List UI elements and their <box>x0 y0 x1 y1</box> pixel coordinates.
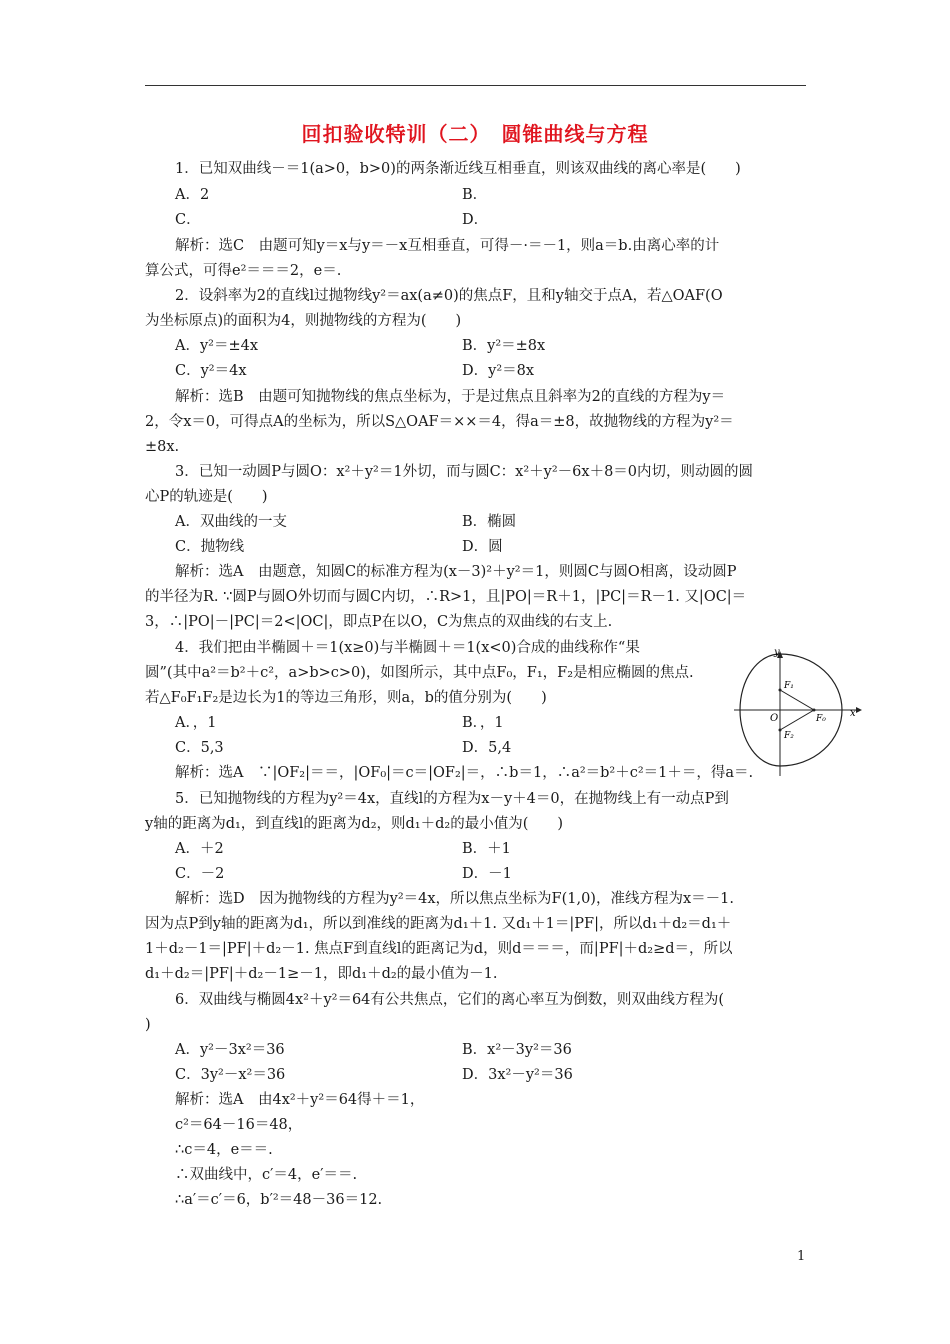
text-line: d₁＋d₂＝|PF|＋d₂－1≥－1，即d₁＋d₂的最小值为－1. <box>145 966 498 982</box>
text-line: C．y²＝4x <box>175 363 247 379</box>
text-line: C．5,3 <box>175 740 224 756</box>
text-line: 算公式，可得e²＝＝＝2，e＝. <box>145 263 342 279</box>
text-line: A．y²－3x²＝36 <box>175 1042 285 1058</box>
text-line: D． <box>462 212 489 228</box>
text-line: 因为点P到y轴的距离为d₁，所以到准线的距离为d₁＋1. 又d₁＋1＝|PF|，所以d₁＋d₂＝d₁＋ <box>145 916 732 932</box>
text-line: A．，1 <box>175 715 217 731</box>
text-line: C．3y²－x²＝36 <box>175 1067 286 1083</box>
text-line: 3，∴|PO|－|PC|＝2<|OC|，即点P在以O，C为焦点的双曲线的右支上. <box>145 614 613 630</box>
text-line: c²＝64－16＝48， <box>175 1117 303 1133</box>
text-line: 的半径为R. ∵圆P与圆O外切而与圆C内切，∴R>1，且|PO|＝R＋1，|PC|＝R－1. 又|OC|＝ <box>145 589 747 605</box>
text-line: 1．已知双曲线－＝1(a>0，b>0)的两条渐近线互相垂直，则该双曲线的离心率是( ) <box>175 161 741 177</box>
text-line: 解析：选C 由题可知y＝x与y＝－x互相垂直，可得－·＝－1，则a＝b.由离心率的计 <box>175 238 720 254</box>
text-line: B．x²－3y²＝36 <box>462 1042 572 1058</box>
text-line: 2，令x＝0，可得点A的坐标为，所以S△OAF＝××＝4，得a＝±8，故抛物线的方程为y²＝ <box>145 414 734 430</box>
text-line: ) <box>145 1017 151 1033</box>
text-line: 圆”(其中a²＝b²＋c²，a>b>c>0)，如图所示，其中点F₀，F₁，F₂是相应椭圆的焦点. <box>145 665 694 681</box>
text-line: ∴c＝4，e＝＝. <box>175 1142 273 1158</box>
text-line: 6．双曲线与椭圆4x²＋y²＝64有公共焦点，它们的离心率互为倒数，则双曲线方程为( <box>175 992 725 1008</box>
text-line: 5．已知抛物线的方程为y²＝4x，直线l的方程为x－y＋4＝0，在抛物线上有一动点P到 <box>175 791 729 807</box>
label-f2: F₂ <box>784 731 794 741</box>
text-line: 心P的轨迹是( ) <box>145 489 268 505</box>
point-f1 <box>779 689 782 692</box>
text-line: D．3x²－y²＝36 <box>462 1067 573 1083</box>
text-line: ∴a′＝c′＝6，b′²＝48－36＝12. <box>175 1192 383 1208</box>
text-line: D．圆 <box>462 539 503 555</box>
text-line: C．－2 <box>175 866 225 882</box>
label-x: x <box>850 708 856 719</box>
text-line: A．y²＝±4x <box>175 338 259 354</box>
label-f0: F₀ <box>816 714 826 724</box>
text-line: 1＋d₂－1＝|PF|＋d₂－1. 焦点F到直线l的距离记为d，则d＝＝＝，而|PF|＋d₂≥d＝，所以 <box>145 941 733 957</box>
text-line: A．＋2 <box>175 841 224 857</box>
text-line: C．抛物线 <box>175 539 245 555</box>
text-line: y轴的距离为d₁，到直线l的距离为d₂，则d₁＋d₂的最小值为( ) <box>145 816 564 832</box>
text-line: 3．已知一动圆P与圆O：x²＋y²＝1外切，而与圆C：x²＋y²－6x＋8＝0内切，则动圆的圆 <box>175 464 754 480</box>
x-axis-arrow <box>856 707 862 713</box>
text-line: ∴双曲线中，c′＝4，e′＝＝. <box>175 1167 358 1183</box>
text-line: A．2 <box>175 187 210 203</box>
text-line: D．－1 <box>462 866 512 882</box>
text-line: B． <box>462 187 488 203</box>
text-line: B．y²＝±8x <box>462 338 546 354</box>
point-f0 <box>813 709 816 712</box>
text-line: B．椭圆 <box>462 514 517 530</box>
text-line: 2．设斜率为2的直线l过抛物线y²＝ax(a≠0)的焦点F，且和y轴交于点A，若△OAF(O <box>175 288 723 304</box>
page-number: 1 <box>797 1249 806 1264</box>
text-line: 解析：选A ∵|OF₂|＝＝，|OF₀|＝c＝|OF₂|＝，∴b＝1，∴a²＝b²＋c²＝1＋＝，得a＝. <box>175 765 754 781</box>
page-title: 回扣验收特训（二） 圆锥曲线与方程 <box>301 122 649 146</box>
text-line: 解析：选A 由题意，知圆C的标准方程为(x－3)²＋y²＝1，则圆C与圆O相离，设动圆P <box>175 564 737 580</box>
label-o: O <box>770 713 779 724</box>
point-f2 <box>779 729 782 732</box>
text-line: 4．我们把由半椭圆＋＝1(x≥0)与半椭圆＋＝1(x<0)合成的曲线称作“果 <box>175 640 640 656</box>
text-line: D．y²＝8x <box>462 363 535 379</box>
label-y: y <box>774 647 780 658</box>
text-line: 解析：选D 因为抛物线的方程为y²＝4x，所以焦点坐标为F(1,0)，准线方程为x＝－1. <box>175 891 734 907</box>
header-rule <box>145 85 806 86</box>
fruit-circle-figure <box>734 646 864 776</box>
text-line: 解析：选A 由4x²＋y²＝64得＋＝1， <box>175 1092 425 1108</box>
text-line: C． <box>175 212 201 228</box>
text-line: D．5,4 <box>462 740 512 756</box>
text-line: A．双曲线的一支 <box>175 514 287 530</box>
label-f1: F₁ <box>784 681 794 691</box>
text-line: B．，1 <box>462 715 504 731</box>
text-line: 若△F₀F₁F₂是边长为1的等边三角形，则a，b的值分别为( ) <box>145 690 547 706</box>
text-line: ±8x. <box>145 439 180 455</box>
text-line: 为坐标原点)的面积为4，则抛物线的方程为( ) <box>145 313 462 329</box>
text-line: 解析：选B 由题可知抛物线的焦点坐标为，于是过焦点且斜率为2的直线的方程为y＝ <box>175 389 726 405</box>
text-line: B．＋1 <box>462 841 511 857</box>
